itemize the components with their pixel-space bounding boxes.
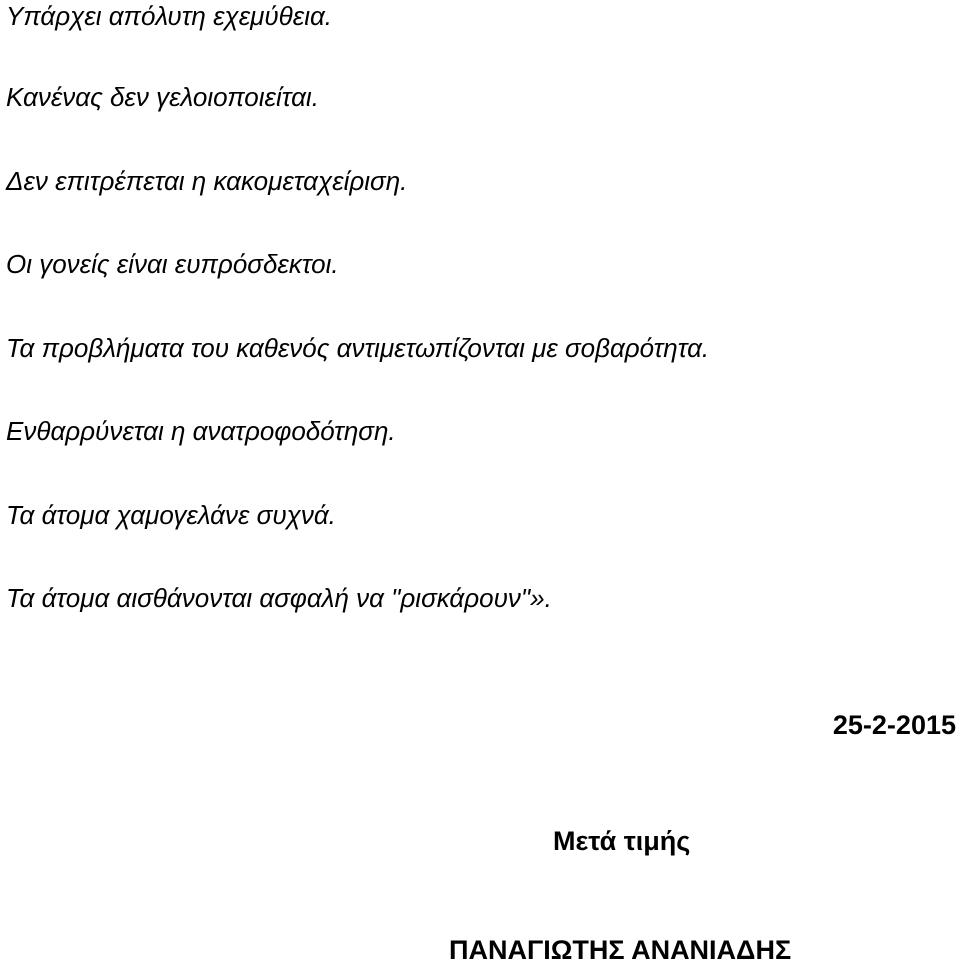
- document-date: 25-2-2015: [832, 710, 956, 740]
- statement-line: Τα άτομα αισθάνονται ασφαλή να "ρισκάρουν"».: [6, 583, 552, 613]
- statement-line: Υπάρχει απόλυτη εχεμύθεια.: [6, 1, 333, 31]
- statement-line: Κανένας δεν γελοιοποιείται.: [6, 82, 319, 112]
- closing-salutation: Μετά τιμής: [553, 826, 691, 856]
- statement-line: Δεν επιτρέπεται η κακομεταχείριση.: [6, 166, 408, 196]
- statement-line: Ενθαρρύνεται η ανατροφοδότηση.: [6, 416, 396, 446]
- statement-line: Τα άτομα χαμογελάνε συχνά.: [6, 500, 336, 530]
- statement-line: Τα προβλήματα του καθενός αντιμετωπίζονται με σοβαρότητα.: [6, 333, 710, 363]
- statement-line: Οι γονείς είναι ευπρόσδεκτοι.: [6, 249, 339, 279]
- signature-name: ΠΑΝΑΓΙΩΤΗΣ ΑΝΑΝΙΑΔΗΣ: [449, 935, 792, 965]
